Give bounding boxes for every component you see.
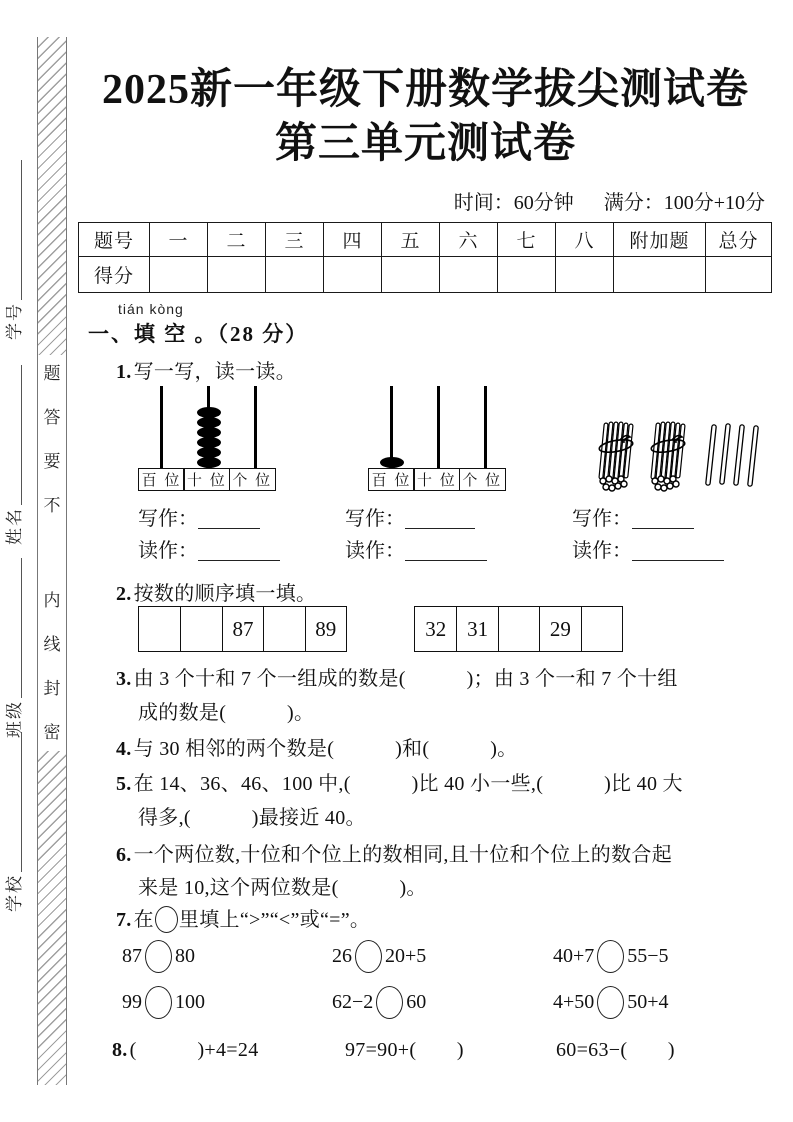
abacus1-tens-beads xyxy=(197,408,221,468)
place-label-ones: 个 位 xyxy=(459,468,506,491)
student-school-field[interactable] xyxy=(5,732,25,912)
question-text: 写一写，读一读。 xyxy=(133,361,297,383)
score-cell[interactable] xyxy=(556,257,614,293)
full-score-info: 满分：100分+10分 xyxy=(603,192,765,214)
score-table-header-cell: 总分 xyxy=(706,223,772,257)
strip-cell[interactable] xyxy=(498,607,539,651)
abacus-figure-1 xyxy=(138,386,279,491)
question-8-item3: 60=63−( ) xyxy=(556,1039,675,1061)
question-number: 6. xyxy=(116,844,132,866)
score-cell[interactable] xyxy=(614,257,706,293)
compare-circle-example xyxy=(155,906,178,933)
compare-circle[interactable] xyxy=(376,986,403,1019)
score-table-score-row xyxy=(79,257,772,293)
left-expression: 62−2 xyxy=(332,991,374,1013)
abacus-place-labels xyxy=(138,468,276,491)
abacus-rod-tens xyxy=(437,386,440,469)
question-4-line1 xyxy=(116,732,517,761)
score-cell[interactable] xyxy=(324,257,382,293)
time-info: 时间：60分钟 xyxy=(453,192,574,214)
left-expression: 26 xyxy=(332,945,352,967)
seal-char: 题 xyxy=(43,364,61,383)
score-cell[interactable] xyxy=(382,257,440,293)
question-number: 7. xyxy=(116,909,132,931)
score-table xyxy=(78,222,772,293)
question-8-item1 xyxy=(112,1033,259,1062)
comparison-item xyxy=(332,986,426,1019)
strip-cell: 31 xyxy=(456,607,497,651)
left-expression: 40+7 xyxy=(553,945,595,967)
abacus-bead xyxy=(197,457,221,468)
question-number: 3. xyxy=(116,668,132,690)
question-7-label xyxy=(116,903,370,933)
abacus-rod-ones xyxy=(484,386,487,469)
abacus-bead xyxy=(380,457,404,468)
score-row-label: 得分 xyxy=(79,257,150,293)
place-label-hundreds: 百 位 xyxy=(368,468,415,491)
student-id-label: 学号 xyxy=(5,302,24,340)
abacus-figure-2 xyxy=(368,386,509,491)
seal-hatch-bottom xyxy=(38,751,66,1085)
seal-hatch-top xyxy=(38,37,66,355)
score-table-header-cell: 二 xyxy=(208,223,266,257)
question-number: 4. xyxy=(116,738,132,760)
student-school-label: 学校 xyxy=(5,874,24,912)
right-expression: 20+5 xyxy=(385,945,427,967)
answer-blank[interactable] xyxy=(198,560,280,561)
score-table-header-cell: 七 xyxy=(498,223,556,257)
question-text: 按数的顺序填一填。 xyxy=(133,583,317,605)
strip-cell[interactable] xyxy=(263,607,304,651)
score-cell[interactable] xyxy=(150,257,208,293)
student-class-field[interactable] xyxy=(5,558,25,738)
counting-sticks-figure xyxy=(592,420,760,500)
strip-cell[interactable] xyxy=(180,607,221,651)
left-expression: 4+50 xyxy=(553,991,595,1013)
compare-circle[interactable] xyxy=(355,940,382,973)
right-expression: 100 xyxy=(175,991,205,1013)
stick-bundle xyxy=(650,424,685,491)
student-school-blank-line[interactable] xyxy=(21,732,22,872)
write-as-label: 写作： xyxy=(572,508,632,530)
paper-title-line1: 2025新一年级下册数学拔尖测试卷 xyxy=(101,67,749,113)
read-as-field-3 xyxy=(572,534,724,563)
right-expression: 60 xyxy=(406,991,427,1013)
seal-char: 要 xyxy=(43,452,61,471)
paper-meta xyxy=(78,186,765,215)
section-one-heading: 一、填 空 。（28 分） xyxy=(88,322,309,346)
student-name-blank-line[interactable] xyxy=(21,365,22,505)
paper-title-line2: 第三单元测试卷 xyxy=(274,121,576,167)
question-6-line1 xyxy=(116,838,672,867)
question-number: 5. xyxy=(116,773,132,795)
score-table-header-cell: 六 xyxy=(440,223,498,257)
seal-text-group-top xyxy=(44,355,61,524)
seal-char: 答 xyxy=(43,408,61,427)
write-as-field-3 xyxy=(572,502,694,531)
strip-cell: 89 xyxy=(305,607,346,651)
compare-circle[interactable] xyxy=(597,986,624,1019)
score-cell[interactable] xyxy=(706,257,772,293)
read-as-label: 读作： xyxy=(138,540,198,562)
question-number: 1. xyxy=(116,361,132,383)
answer-blank[interactable] xyxy=(632,528,694,529)
question-text: 里填上“>”“<”或“=”。 xyxy=(178,909,371,931)
answer-blank[interactable] xyxy=(198,528,260,529)
strip-cell[interactable] xyxy=(139,607,180,651)
compare-circle[interactable] xyxy=(145,940,172,973)
place-label-tens: 十 位 xyxy=(413,468,460,491)
stick-bundle xyxy=(598,424,633,491)
read-as-label: 读作： xyxy=(345,540,405,562)
score-table-header-cell: 三 xyxy=(266,223,324,257)
right-expression: 80 xyxy=(175,945,195,967)
seal-line-column xyxy=(37,37,67,1085)
score-table-header-cell: 四 xyxy=(324,223,382,257)
score-table-header-cell: 八 xyxy=(556,223,614,257)
student-class-label: 班级 xyxy=(5,700,24,738)
comparison-item xyxy=(553,940,669,973)
score-cell[interactable] xyxy=(208,257,266,293)
strip-cell[interactable] xyxy=(581,607,622,651)
score-cell[interactable] xyxy=(440,257,498,293)
question-text: 在 xyxy=(133,909,154,931)
question-text: 在 14、36、46、100 中,( )比 40 小一些,( )比 40 大 xyxy=(133,773,683,795)
student-id-field[interactable] xyxy=(5,160,25,340)
seal-char: 封 xyxy=(43,679,61,698)
score-table-header-cell: 一 xyxy=(150,223,208,257)
place-label-hundreds: 百 位 xyxy=(138,468,185,491)
score-table-header-cell: 附加题 xyxy=(614,223,706,257)
abacus-rod-hundreds xyxy=(160,386,163,469)
equation: ( )+4=24 xyxy=(129,1039,259,1061)
question-text: 一个两位数,十位和个位上的数相同,且十位和个位上的数合起 xyxy=(133,844,673,866)
left-expression: 87 xyxy=(122,945,142,967)
question-5-line2: 得多,( )最接近 40。 xyxy=(138,807,366,829)
seal-char: 密 xyxy=(43,723,61,742)
question-1-label xyxy=(116,355,296,384)
read-as-field-2 xyxy=(345,534,487,563)
student-name-field[interactable] xyxy=(5,365,25,545)
question-text: 与 30 相邻的两个数是( )和( )。 xyxy=(133,738,518,760)
question-3-line2: 成的数是( )。 xyxy=(138,702,315,724)
score-cell[interactable] xyxy=(498,257,556,293)
number-strip-2 xyxy=(414,606,623,652)
read-as-label: 读作： xyxy=(572,540,632,562)
comparison-item xyxy=(332,940,426,973)
compare-circle[interactable] xyxy=(145,986,172,1019)
seal-char: 不 xyxy=(43,496,61,515)
write-as-field-1 xyxy=(138,502,260,531)
abacus2-hundreds-beads xyxy=(380,458,404,468)
abacus-rod-ones xyxy=(254,386,257,469)
comparison-item xyxy=(122,940,195,973)
place-label-ones: 个 位 xyxy=(229,468,276,491)
student-name-label: 姓名 xyxy=(5,507,24,545)
answer-blank[interactable] xyxy=(632,560,724,561)
question-2-label xyxy=(116,577,316,606)
answer-blank[interactable] xyxy=(405,560,487,561)
question-number: 8. xyxy=(112,1039,128,1061)
comparison-item xyxy=(122,986,205,1019)
question-6-line2: 来是 10,这个两位数是( )。 xyxy=(138,877,427,899)
student-id-blank-line[interactable] xyxy=(21,160,22,300)
score-table-header-row xyxy=(79,223,772,257)
abacus-place-labels xyxy=(368,468,506,491)
right-expression: 55−5 xyxy=(627,945,669,967)
write-as-field-2 xyxy=(345,502,475,531)
write-as-label: 写作： xyxy=(138,508,198,530)
score-table-header-cell: 题号 xyxy=(79,223,150,257)
strip-cell: 87 xyxy=(222,607,263,651)
question-text: 由 3 个十和 7 个一组成的数是( )；由 3 个一和 7 个十组 xyxy=(133,668,678,690)
question-8-item2: 97=90+( ) xyxy=(345,1039,464,1061)
comparison-item xyxy=(553,986,669,1019)
answer-blank[interactable] xyxy=(405,528,475,529)
strip-cell: 32 xyxy=(425,616,447,641)
score-table-header-cell: 五 xyxy=(382,223,440,257)
place-label-tens: 十 位 xyxy=(183,468,230,491)
read-as-field-1 xyxy=(138,534,280,563)
question-number: 2. xyxy=(116,583,132,605)
seal-text-group-bottom xyxy=(44,582,61,751)
student-class-blank-line[interactable] xyxy=(21,558,22,698)
left-expression: 99 xyxy=(122,991,142,1013)
seal-char: 内 xyxy=(43,591,61,610)
write-as-label: 写作： xyxy=(345,508,405,530)
compare-circle[interactable] xyxy=(597,940,624,973)
score-cell[interactable] xyxy=(266,257,324,293)
question-3-line1 xyxy=(116,662,678,691)
number-strip-1 xyxy=(138,606,347,652)
strip-cell: 29 xyxy=(539,607,580,651)
single-sticks xyxy=(708,426,756,484)
seal-char: 线 xyxy=(43,635,61,654)
right-expression: 50+4 xyxy=(627,991,669,1013)
question-5-line1 xyxy=(116,767,683,796)
pinyin-annotation: tián kòng xyxy=(118,301,184,317)
